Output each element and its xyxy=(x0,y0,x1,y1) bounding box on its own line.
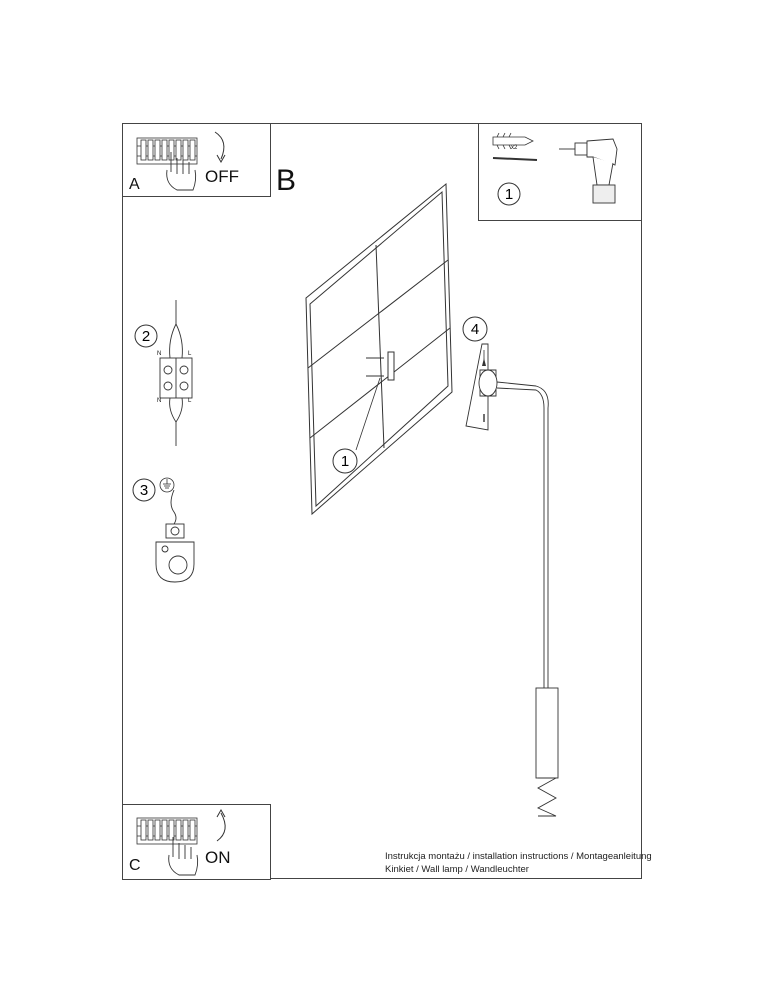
hand-icon xyxy=(165,829,205,879)
terminal-block-icon xyxy=(146,300,206,450)
connector-label-n-top: N xyxy=(157,351,162,357)
panel-c-power-on xyxy=(122,804,271,880)
footer-instructions-title: Instrukcja montażu / installation instructions / Montageanleitung xyxy=(385,851,652,862)
step-1-hardware-badge xyxy=(495,180,523,208)
step-4-badge xyxy=(460,314,490,344)
panel-b-letter: B xyxy=(276,164,297,197)
wall-lamp xyxy=(470,360,600,820)
svg-text:4: 4 xyxy=(470,321,480,338)
connector-label-n-bottom: N xyxy=(157,398,162,404)
svg-text:1: 1 xyxy=(340,453,350,470)
quantity-label: x2 xyxy=(511,145,518,151)
panel-a-power-off xyxy=(122,123,271,197)
rotate-arrow-icon xyxy=(207,129,237,169)
rotate-arrow-icon xyxy=(207,807,237,847)
wall-plug-icon xyxy=(489,129,549,169)
panel-c-letter: C xyxy=(129,857,141,874)
svg-text:1: 1 xyxy=(504,186,514,203)
connector-label-l-bottom: L xyxy=(188,398,192,404)
drill-icon xyxy=(557,127,637,217)
panel-a-letter: A xyxy=(129,176,140,193)
svg-text:3: 3 xyxy=(139,482,149,499)
hand-icon xyxy=(163,144,203,194)
step-1-wall-badge xyxy=(330,446,360,476)
panel-c-state: ON xyxy=(205,848,231,867)
panel-hardware xyxy=(478,123,642,221)
svg-text:2: 2 xyxy=(141,328,151,345)
ground-terminal-icon xyxy=(148,490,208,590)
connector-label-l-top: L xyxy=(188,351,192,357)
wall-panel xyxy=(300,180,460,520)
footer-product-title: Kinkiet / Wall lamp / Wandleuchter xyxy=(385,864,529,875)
panel-a-state: OFF xyxy=(205,167,239,186)
